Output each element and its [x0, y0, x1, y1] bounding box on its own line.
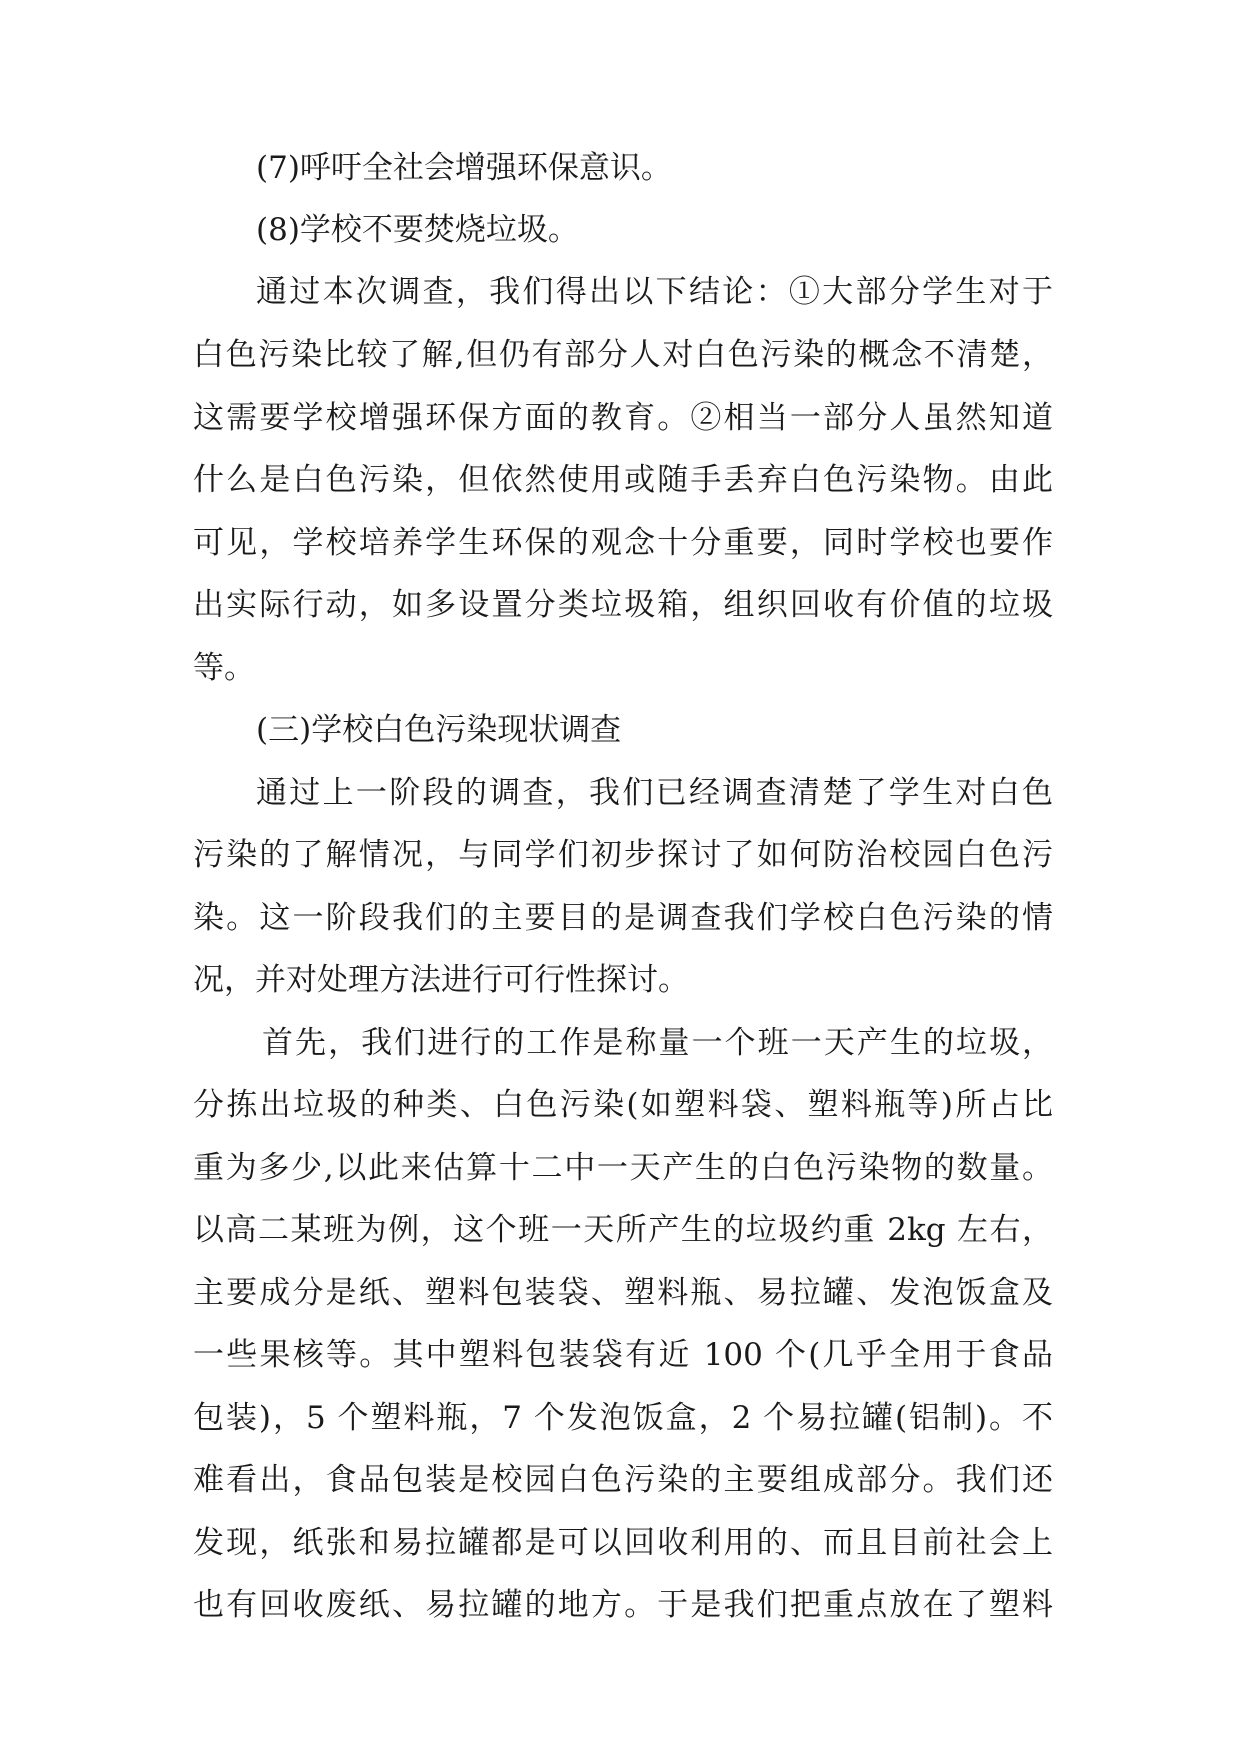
section-heading: (三)学校白色污染现状调查: [256, 712, 622, 748]
paragraph-first-line-3: 重为多少,以此来估算十二中一天产生的白色污染物的数量。: [193, 1150, 1053, 1186]
paragraph-first-line-5: 主要成分是纸、塑料包装袋、塑料瓶、易拉罐、发泡饭盒及: [193, 1275, 1053, 1311]
paragraph-first-line-6: 一些果核等。其中塑料包装袋有近 100 个(几乎全用于食品: [193, 1337, 1053, 1373]
paragraph-first-line-4: 以高二某班为例，这个班一天所产生的垃圾约重 2kg 左右，: [193, 1212, 1053, 1248]
paragraph-first-line-8: 难看出，食品包装是校园白色污染的主要组成部分。我们还: [193, 1462, 1053, 1498]
paragraph-stage-line-2: 污染的了解情况，与同学们初步探讨了如何防治校园白色污: [193, 837, 1053, 873]
paragraph-stage-line-4: 况，并对处理方法进行可行性探讨。: [193, 962, 689, 998]
paragraph-stage-line-1: 通过上一阶段的调查，我们已经调查清楚了学生对白色: [256, 775, 1053, 811]
paragraph-first-line-1: 首先，我们进行的工作是称量一个班一天产生的垃圾，: [262, 1025, 1053, 1061]
paragraph-conclusion-line-2: 白色污染比较了解,但仍有部分人对白色污染的概念不清楚，: [193, 337, 1053, 373]
paragraph-conclusion-line-6: 出实际行动，如多设置分类垃圾箱，组织回收有价值的垃圾: [193, 587, 1053, 623]
paragraph-first-line-7: 包装)，5 个塑料瓶，7 个发泡饭盒，2 个易拉罐(铝制)。不: [193, 1400, 1053, 1436]
list-item-7: (7)呼吁全社会增强环保意识。: [256, 150, 672, 186]
paragraph-first-line-9: 发现，纸张和易拉罐都是可以回收利用的、而且目前社会上: [193, 1525, 1053, 1561]
paragraph-conclusion-line-1: 通过本次调查，我们得出以下结论：①大部分学生对于: [256, 274, 1053, 310]
list-item-8: (8)学校不要焚烧垃圾。: [256, 212, 579, 248]
paragraph-conclusion-line-7: 等。: [193, 650, 255, 686]
paragraph-stage-line-3: 染。这一阶段我们的主要目的是调查我们学校白色污染的情: [193, 900, 1053, 936]
paragraph-conclusion-line-5: 可见，学校培养学生环保的观念十分重要，同时学校也要作: [193, 525, 1053, 561]
paragraph-conclusion-line-3: 这需要学校增强环保方面的教育。②相当一部分人虽然知道: [193, 400, 1053, 436]
paragraph-conclusion-line-4: 什么是白色污染，但依然使用或随手丢弃白色污染物。由此: [193, 462, 1053, 498]
paragraph-first-line-2: 分拣出垃圾的种类、白色污染(如塑料袋、塑料瓶等)所占比: [193, 1087, 1053, 1123]
paragraph-first-line-10: 也有回收废纸、易拉罐的地方。于是我们把重点放在了塑料: [193, 1587, 1053, 1623]
